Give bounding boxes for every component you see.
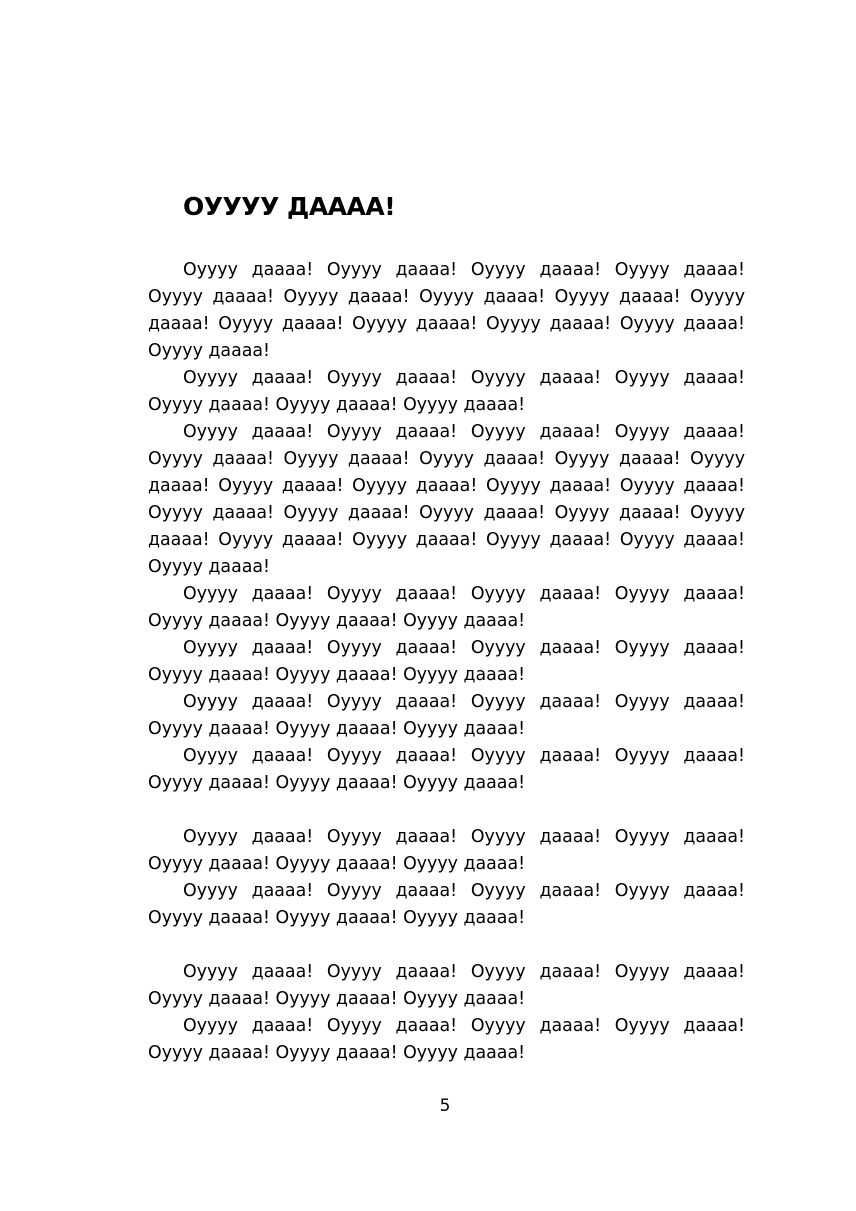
paragraph: Оуууу даааа! Оуууу даааа! Оуууу даааа! Оуууу даааа! Оуууу даааа! Оуууу даааа! Оуууу даааа! — [148, 584, 745, 631]
paragraph: Оуууу даааа! Оуууу даааа! Оуууу даааа! Оуууу даааа! Оуууу даааа! Оуууу даааа! Оуууу даааа! — [148, 1016, 745, 1063]
paragraph: Оуууу даааа! Оуууу даааа! Оуууу даааа! Оуууу даааа! Оуууу даааа! Оуууу даааа! Оуууу даааа! Оуууу даааа! Оуууу даааа! Оуууу даааа! Оуууу даааа! Оуууу даааа! Оуууу даааа! Оуууу даааа! Оуууу даааа! Оуууу даааа! Оуууу даааа! Оуууу даааа! Оуууу даааа! Оуууу даааа! Оуууу даааа! Оуууу даааа! Оуууу даааа! — [148, 422, 745, 577]
paragraph: Оуууу даааа! Оуууу даааа! Оуууу даааа! Оуууу даааа! Оуууу даааа! Оуууу даааа! Оуууу даааа! — [148, 746, 745, 793]
paragraph: Оуууу даааа! Оуууу даааа! Оуууу даааа! Оуууу даааа! Оуууу даааа! Оуууу даааа! Оуууу даааа! — [148, 368, 745, 415]
page-number: 5 — [439, 1096, 451, 1116]
paragraph: Оуууу даааа! Оуууу даааа! Оуууу даааа! Оуууу даааа! Оуууу даааа! Оуууу даааа! Оуууу даааа! — [148, 638, 745, 685]
body-text — [148, 257, 745, 1067]
paragraph: Оуууу даааа! Оуууу даааа! Оуууу даааа! Оуууу даааа! Оуууу даааа! Оуууу даааа! Оуууу даааа! Оуууу даааа! Оуууу даааа! Оуууу даааа! Оуууу даааа! Оуууу даааа! Оуууу даааа! Оуууу даааа! — [148, 260, 745, 361]
paragraph: Оуууу даааа! Оуууу даааа! Оуууу даааа! Оуууу даааа! Оуууу даааа! Оуууу даааа! Оуууу даааа! — [148, 881, 745, 928]
paragraph: Оуууу даааа! Оуууу даааа! Оуууу даааа! Оуууу даааа! Оуууу даааа! Оуууу даааа! Оуууу даааа! — [148, 692, 745, 739]
paragraph: Оуууу даааа! Оуууу даааа! Оуууу даааа! Оуууу даааа! Оуууу даааа! Оуууу даааа! Оуууу даааа! — [148, 827, 745, 874]
paragraph: Оуууу даааа! Оуууу даааа! Оуууу даааа! Оуууу даааа! Оуууу даааа! Оуууу даааа! Оуууу даааа! — [148, 962, 745, 1009]
page-title: ОУУУУ ДАААА! — [183, 192, 396, 221]
